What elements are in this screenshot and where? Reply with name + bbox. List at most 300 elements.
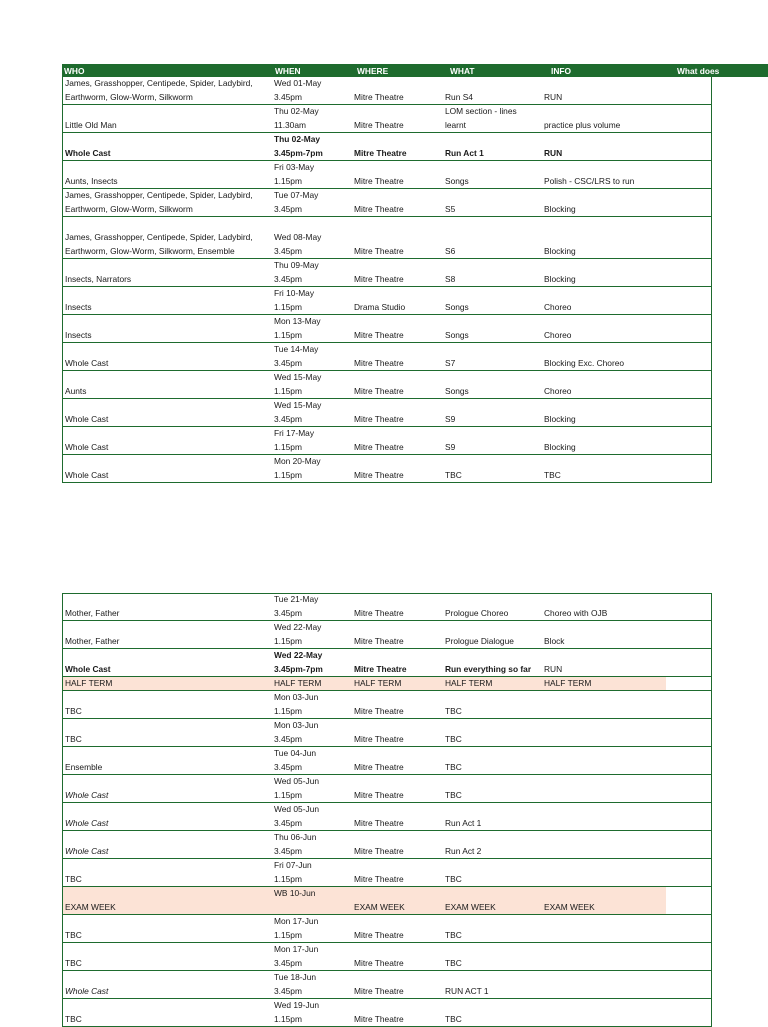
cell-what-line: TBC xyxy=(445,874,462,884)
header-when: WHEN xyxy=(275,65,301,76)
cell-extra xyxy=(666,649,711,676)
cell-extra xyxy=(666,971,711,998)
header-info: INFO xyxy=(551,65,572,76)
cell-what-line: S9 xyxy=(445,442,456,452)
table-body xyxy=(62,593,712,1027)
cell-info-line: Block xyxy=(544,636,565,646)
cell-who-line: Insects xyxy=(65,302,92,312)
cell-who xyxy=(63,747,272,774)
cell-who-line: TBC xyxy=(65,874,82,884)
cell-where-line: Mitre Theatre xyxy=(354,762,404,772)
cell-what-line: S8 xyxy=(445,274,456,284)
cell-when-line: 1.15pm xyxy=(274,386,302,396)
table-row xyxy=(62,887,712,915)
cell-when-line: 1.15pm xyxy=(274,874,302,884)
cell-when-line: 3.45pm xyxy=(274,246,302,256)
cell-who-line: Whole Cast xyxy=(65,470,109,480)
cell-who xyxy=(63,621,272,648)
table-row xyxy=(62,719,712,747)
cell-extra xyxy=(666,775,711,802)
cell-where-line: Mitre Theatre xyxy=(354,636,404,646)
cell-when-line: 3.45pm xyxy=(274,846,302,856)
cell-where-line: Mitre Theatre xyxy=(354,414,404,424)
cell-what-line: Songs xyxy=(445,330,469,340)
cell-where-line: Mitre Theatre xyxy=(354,204,404,214)
cell-where-line: Mitre Theatre xyxy=(354,330,404,340)
cell-extra xyxy=(666,719,711,746)
cell-info-line: TBC xyxy=(544,470,561,480)
cell-extra xyxy=(666,343,711,370)
cell-when xyxy=(272,427,352,454)
cell-when-line: 3.45pm xyxy=(274,762,302,772)
cell-when-line: Mon 03-Jun xyxy=(274,692,319,702)
table-row xyxy=(62,315,712,343)
cell-who xyxy=(63,719,272,746)
cell-when-line: Wed 01-May xyxy=(274,78,322,88)
cell-info xyxy=(542,371,666,398)
cell-info-line: RUN xyxy=(544,664,563,674)
cell-what xyxy=(443,859,542,886)
cell-info xyxy=(542,77,666,104)
cell-when-line: 3.45pm xyxy=(274,274,302,284)
cell-when-line: Mon 20-May xyxy=(274,456,321,466)
cell-when-line: Fri 07-Jun xyxy=(274,860,312,870)
cell-what-line: S5 xyxy=(445,204,456,214)
cell-what xyxy=(443,999,542,1026)
cell-what xyxy=(443,775,542,802)
cell-when xyxy=(272,217,352,258)
cell-what-line: Songs xyxy=(445,386,469,396)
cell-who xyxy=(63,315,272,342)
cell-where-line: Mitre Theatre xyxy=(354,664,407,674)
cell-who xyxy=(63,427,272,454)
table-row xyxy=(62,371,712,399)
header-what: WHAT xyxy=(450,65,475,76)
cell-when xyxy=(272,831,352,858)
cell-who xyxy=(63,455,272,482)
cell-what-line: TBC xyxy=(445,930,462,940)
cell-extra xyxy=(666,77,711,104)
cell-where xyxy=(352,859,443,886)
cell-where xyxy=(352,77,443,104)
cell-what xyxy=(443,189,542,216)
cell-what xyxy=(443,621,542,648)
cell-info-line: Choreo xyxy=(544,302,572,312)
cell-who-line: Little Old Man xyxy=(65,120,117,130)
table-row xyxy=(62,943,712,971)
cell-where xyxy=(352,594,443,620)
cell-info xyxy=(542,133,666,160)
cell-info-line xyxy=(544,844,666,858)
cell-what xyxy=(443,105,542,132)
cell-when xyxy=(272,133,352,160)
cell-what xyxy=(443,691,542,718)
cell-info xyxy=(542,161,666,188)
cell-who xyxy=(63,649,272,676)
cell-when-line: Fri 03-May xyxy=(274,162,315,172)
cell-who-line: Earthworm, Glow-Worm, Silkworm, Ensemble xyxy=(65,246,235,256)
cell-info xyxy=(542,427,666,454)
cell-where-line: Mitre Theatre xyxy=(354,608,404,618)
cell-what xyxy=(443,943,542,970)
cell-extra xyxy=(666,831,711,858)
cell-info-line: EXAM WEEK xyxy=(544,902,595,912)
cell-info xyxy=(542,831,666,858)
cell-who-line: Whole Cast xyxy=(65,358,109,368)
cell-what xyxy=(443,133,542,160)
cell-where xyxy=(352,999,443,1026)
cell-when-line: 3.45pm-7pm xyxy=(274,148,323,158)
table-row xyxy=(62,427,712,455)
cell-who-line: TBC xyxy=(65,706,82,716)
cell-when-line: Wed 08-May xyxy=(274,232,322,242)
cell-who xyxy=(63,133,272,160)
cell-when-line: 3.45pm-7pm xyxy=(274,664,323,674)
cell-where xyxy=(352,747,443,774)
cell-where-line: Mitre Theatre xyxy=(354,246,404,256)
cell-what xyxy=(443,217,542,258)
cell-where xyxy=(352,621,443,648)
cell-when-line: Wed 15-May xyxy=(274,400,322,410)
cell-what xyxy=(443,399,542,426)
table-row xyxy=(62,915,712,943)
cell-when-line: 1.15pm xyxy=(274,330,302,340)
cell-where xyxy=(352,803,443,830)
cell-who xyxy=(63,831,272,858)
cell-when xyxy=(272,859,352,886)
cell-what xyxy=(443,259,542,286)
cell-info-line xyxy=(544,704,666,718)
cell-where-line: Mitre Theatre xyxy=(354,274,404,284)
cell-when xyxy=(272,747,352,774)
cell-what-line: Run Act 2 xyxy=(445,846,482,856)
cell-when xyxy=(272,943,352,970)
cell-where-line: Mitre Theatre xyxy=(354,874,404,884)
cell-extra xyxy=(666,677,711,690)
cell-info xyxy=(542,287,666,314)
cell-who-line: Mother, Father xyxy=(65,636,120,646)
cell-where-line: Mitre Theatre xyxy=(354,442,404,452)
cell-info xyxy=(542,747,666,774)
cell-who xyxy=(63,971,272,998)
cell-info-line: Blocking xyxy=(544,414,576,424)
table-header-row xyxy=(62,64,768,77)
cell-where-line: Mitre Theatre xyxy=(354,1014,404,1024)
cell-who xyxy=(63,999,272,1026)
cell-info-line: practice plus volume xyxy=(544,120,621,130)
cell-info xyxy=(542,859,666,886)
cell-where-line: Mitre Theatre xyxy=(354,386,404,396)
table-row xyxy=(62,747,712,775)
cell-where xyxy=(352,691,443,718)
cell-who-line: HALF TERM xyxy=(65,678,113,688)
cell-info xyxy=(542,915,666,942)
rehearsal-schedule-table-2 xyxy=(62,593,712,1027)
cell-what-line: Prologue Choreo xyxy=(445,608,509,618)
table-row xyxy=(62,399,712,427)
table-row xyxy=(62,621,712,649)
cell-what xyxy=(443,803,542,830)
cell-info-line: Choreo with OJB xyxy=(544,608,608,618)
cell-where-line: Mitre Theatre xyxy=(354,930,404,940)
cell-when-line: Wed 05-Jun xyxy=(274,776,320,786)
cell-when-line: 3.45pm xyxy=(274,92,302,102)
cell-where xyxy=(352,775,443,802)
cell-what xyxy=(443,315,542,342)
cell-who xyxy=(63,859,272,886)
cell-extra xyxy=(666,943,711,970)
cell-what-line: TBC xyxy=(445,762,462,772)
table-row xyxy=(62,691,712,719)
cell-extra xyxy=(666,691,711,718)
cell-who-line: TBC xyxy=(65,930,82,940)
cell-when-line: 3.45pm xyxy=(274,958,302,968)
table-row xyxy=(62,161,712,189)
rehearsal-schedule-table-1 xyxy=(62,64,720,483)
header-who: WHO xyxy=(64,65,85,76)
cell-info xyxy=(542,217,666,258)
cell-where-line: EXAM WEEK xyxy=(354,902,405,912)
cell-when-line: 3.45pm xyxy=(274,204,302,214)
cell-when-line: Thu 02-May xyxy=(274,134,321,144)
cell-when-line: HALF TERM xyxy=(274,678,322,688)
cell-extra xyxy=(666,747,711,774)
cell-what xyxy=(443,915,542,942)
cell-when xyxy=(272,594,352,620)
cell-where xyxy=(352,427,443,454)
cell-when xyxy=(272,343,352,370)
cell-extra xyxy=(666,217,711,258)
cell-who xyxy=(63,189,272,216)
cell-what xyxy=(443,719,542,746)
cell-when-line: 1.15pm xyxy=(274,706,302,716)
cell-info-line xyxy=(544,788,666,802)
cell-what-line: Songs xyxy=(445,302,469,312)
cell-who-line: TBC xyxy=(65,958,82,968)
cell-info xyxy=(542,315,666,342)
cell-extra xyxy=(666,621,711,648)
cell-info xyxy=(542,677,666,690)
cell-where-line: Mitre Theatre xyxy=(354,986,404,996)
cell-who-line: James, Grasshopper, Centipede, Spider, Ladybird, xyxy=(65,232,253,242)
cell-when-line: 1.15pm xyxy=(274,790,302,800)
cell-where-line: Drama Studio xyxy=(354,302,406,312)
cell-when-line: Tue 21-May xyxy=(274,594,319,604)
cell-when-line: Mon 03-Jun xyxy=(274,720,319,730)
cell-what-line: TBC xyxy=(445,470,462,480)
cell-what-line: learnt xyxy=(445,120,466,130)
cell-info xyxy=(542,105,666,132)
cell-when xyxy=(272,287,352,314)
cell-who-line: Whole Cast xyxy=(65,414,109,424)
cell-when-line: 3.45pm xyxy=(274,986,302,996)
cell-when-line: 3.45pm xyxy=(274,818,302,828)
cell-info-line: Blocking xyxy=(544,204,576,214)
cell-info xyxy=(542,649,666,676)
cell-where-line: Mitre Theatre xyxy=(354,790,404,800)
cell-where xyxy=(352,105,443,132)
cell-when-line: Wed 19-Jun xyxy=(274,1000,320,1010)
cell-extra xyxy=(666,133,711,160)
cell-info-line: Blocking xyxy=(544,274,576,284)
cell-where-line: Mitre Theatre xyxy=(354,706,404,716)
cell-where xyxy=(352,887,443,914)
cell-info-line: Blocking Exc. Choreo xyxy=(544,358,625,368)
cell-when xyxy=(272,77,352,104)
cell-when-line: 11.30am xyxy=(274,120,306,130)
cell-extra xyxy=(666,915,711,942)
cell-info xyxy=(542,189,666,216)
cell-info xyxy=(542,887,666,914)
cell-where xyxy=(352,217,443,258)
cell-when xyxy=(272,803,352,830)
cell-info-line: Blocking xyxy=(544,246,576,256)
cell-where xyxy=(352,455,443,482)
cell-info xyxy=(542,943,666,970)
cell-where-line: Mitre Theatre xyxy=(354,176,404,186)
table-row xyxy=(62,77,712,105)
cell-when-line: Mon 13-May xyxy=(274,316,321,326)
cell-who-line: Aunts xyxy=(65,386,87,396)
cell-who-line: Whole Cast xyxy=(65,148,111,158)
cell-what xyxy=(443,971,542,998)
cell-when-line: 3.45pm xyxy=(274,734,302,744)
cell-info-line xyxy=(544,872,666,886)
cell-when-line: 3.45pm xyxy=(274,358,302,368)
cell-who-line: TBC xyxy=(65,1014,82,1024)
table-row xyxy=(62,455,712,483)
cell-where-line: Mitre Theatre xyxy=(354,846,404,856)
cell-info xyxy=(542,343,666,370)
table-row xyxy=(62,971,712,999)
cell-what-line: TBC xyxy=(445,958,462,968)
cell-what xyxy=(443,455,542,482)
cell-where-line: Mitre Theatre xyxy=(354,734,404,744)
cell-when xyxy=(272,371,352,398)
cell-extra xyxy=(666,399,711,426)
cell-where-line: HALF TERM xyxy=(354,678,402,688)
cell-who xyxy=(63,105,272,132)
cell-info xyxy=(542,691,666,718)
cell-where xyxy=(352,677,443,690)
cell-info-line: Choreo xyxy=(544,386,572,396)
cell-extra xyxy=(666,189,711,216)
cell-info-line: HALF TERM xyxy=(544,678,592,688)
cell-info-line xyxy=(544,816,666,830)
cell-when-line: 1.15pm xyxy=(274,470,302,480)
cell-what-line: TBC xyxy=(445,1014,462,1024)
cell-when-line: 1.15pm xyxy=(274,636,302,646)
cell-where xyxy=(352,287,443,314)
cell-what xyxy=(443,887,542,914)
cell-who-line: Insects, Narrators xyxy=(65,274,132,284)
cell-who xyxy=(63,287,272,314)
cell-what-line: Songs xyxy=(445,176,469,186)
cell-extra xyxy=(666,803,711,830)
cell-info xyxy=(542,594,666,620)
cell-what-line: Run everything so far xyxy=(445,664,532,674)
header-where: WHERE xyxy=(357,65,389,76)
cell-info xyxy=(542,621,666,648)
cell-extra xyxy=(666,105,711,132)
cell-what-line: RUN ACT 1 xyxy=(445,986,489,996)
cell-when-line: Wed 22-May xyxy=(274,650,323,660)
cell-when xyxy=(272,161,352,188)
cell-extra xyxy=(666,259,711,286)
cell-extra xyxy=(666,287,711,314)
cell-when xyxy=(272,455,352,482)
cell-who xyxy=(63,371,272,398)
cell-when-line: Thu 09-May xyxy=(274,260,319,270)
cell-who xyxy=(63,259,272,286)
cell-where xyxy=(352,371,443,398)
cell-when-line: Wed 22-May xyxy=(274,622,322,632)
cell-what xyxy=(443,287,542,314)
cell-info-line xyxy=(544,984,666,998)
cell-extra xyxy=(666,594,711,620)
cell-who xyxy=(63,399,272,426)
cell-what xyxy=(443,747,542,774)
table-row xyxy=(62,217,712,259)
cell-who xyxy=(63,943,272,970)
table-row xyxy=(62,593,712,621)
cell-extra xyxy=(666,887,711,914)
cell-who-line: Whole Cast xyxy=(65,442,109,452)
table-row xyxy=(62,287,712,315)
cell-when xyxy=(272,259,352,286)
cell-what-line: Prologue Dialogue xyxy=(445,636,514,646)
cell-where xyxy=(352,831,443,858)
cell-when-line: Thu 02-May xyxy=(274,106,319,116)
cell-info-line xyxy=(544,760,666,774)
cell-what-line: S6 xyxy=(445,246,456,256)
cell-who xyxy=(63,217,272,258)
cell-where xyxy=(352,315,443,342)
cell-info-line: Choreo xyxy=(544,330,572,340)
cell-when-line: Thu 06-Jun xyxy=(274,832,317,842)
cell-where xyxy=(352,189,443,216)
table-row xyxy=(62,259,712,287)
cell-who-line: Mother, Father xyxy=(65,608,120,618)
cell-info xyxy=(542,775,666,802)
cell-where xyxy=(352,399,443,426)
cell-what xyxy=(443,649,542,676)
cell-when xyxy=(272,971,352,998)
cell-who xyxy=(63,915,272,942)
cell-what xyxy=(443,371,542,398)
cell-when-line: 1.15pm xyxy=(274,302,302,312)
cell-who-line: TBC xyxy=(65,734,82,744)
cell-who-line: James, Grasshopper, Centipede, Spider, Ladybird, xyxy=(65,78,253,88)
cell-when-line: WB 10-Jun xyxy=(274,888,316,898)
cell-what-line: LOM section - lines xyxy=(445,106,517,116)
cell-what-line: S7 xyxy=(445,358,456,368)
cell-when xyxy=(272,649,352,676)
cell-what xyxy=(443,427,542,454)
cell-info xyxy=(542,719,666,746)
cell-who xyxy=(63,343,272,370)
cell-who-line: Earthworm, Glow-Worm, Silkworm xyxy=(65,204,193,214)
cell-who-line: Whole Cast xyxy=(65,790,109,800)
cell-who-line: Whole Cast xyxy=(65,818,109,828)
cell-who xyxy=(63,161,272,188)
table-row xyxy=(62,343,712,371)
cell-when-line: Wed 05-Jun xyxy=(274,804,320,814)
header-what-does: What does xyxy=(677,65,720,76)
cell-when xyxy=(272,775,352,802)
cell-when xyxy=(272,887,352,914)
cell-info xyxy=(542,399,666,426)
